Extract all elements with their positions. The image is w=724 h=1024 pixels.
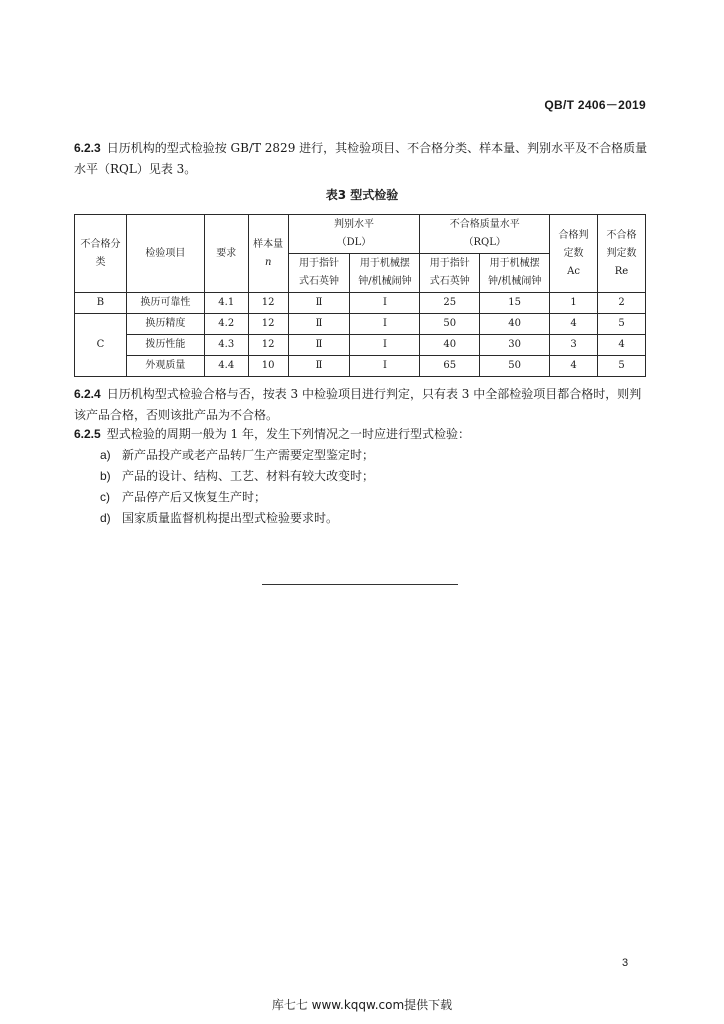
table-row	[75, 293, 646, 314]
cell-dl-quartz: Ⅱ	[288, 293, 350, 314]
cell-requirement: 4.3	[204, 335, 248, 356]
section-text: 型式检验的周期一般为 1 年，发生下列情况之一时应进行型式检验：	[106, 427, 470, 441]
cell-dl-quartz: Ⅱ	[288, 314, 350, 335]
header-sample-size: 样本量 n	[248, 215, 288, 293]
end-rule	[262, 584, 458, 585]
header-requirement: 要求	[204, 215, 248, 293]
cell-rql-quartz: 40	[420, 335, 480, 356]
cell-item: 换历精度	[126, 314, 204, 335]
header-item: 检验项目	[126, 215, 204, 293]
table-row	[75, 356, 646, 377]
section-6-2-3	[74, 138, 648, 180]
inspection-table	[74, 214, 646, 377]
subheader-rql-quartz: 用于指针 式石英钟	[420, 254, 480, 293]
header-dl: 判别水平 （DL）	[288, 215, 420, 254]
cell-dl-mechanical: Ⅰ	[350, 314, 420, 335]
cell-item: 拨历性能	[126, 335, 204, 356]
list-text: 新产品投产或老产品转厂生产需要定型鉴定时；	[122, 448, 375, 462]
cell-dl-mechanical: Ⅰ	[350, 335, 420, 356]
cell-requirement: 4.2	[204, 314, 248, 335]
cell-sample-size: 12	[248, 293, 288, 314]
cell-re: 2	[598, 293, 646, 314]
page-number: 3	[622, 957, 629, 969]
cell-rql-mechanical: 50	[480, 356, 550, 377]
cell-sample-size: 12	[248, 314, 288, 335]
header-rql: 不合格质量水平 （RQL）	[420, 215, 550, 254]
cell-ac: 1	[550, 293, 598, 314]
section-number: 6.2.5	[74, 427, 101, 441]
table-row	[75, 335, 646, 356]
cell-item: 外观质量	[126, 356, 204, 377]
list-label: a)	[100, 448, 111, 462]
cell-dl-mechanical: Ⅰ	[350, 293, 420, 314]
cell-category: C	[75, 314, 127, 377]
cell-re: 5	[598, 356, 646, 377]
footer-watermark: 库七七 www.kqqw.com提供下载	[271, 998, 453, 1012]
list-item	[100, 508, 338, 529]
standard-code: QB/T 2406－2019	[544, 98, 646, 112]
subheader-dl-quartz: 用于指针 式石英钟	[288, 254, 350, 293]
section-6-2-5	[74, 424, 648, 445]
cell-rql-mechanical: 15	[480, 293, 550, 314]
cell-item: 换历可靠性	[126, 293, 204, 314]
section-text: 日历机构的型式检验按 GB/T 2829 进行，其检验项目、不合格分类、样本量、判别水平及不合格质量水平（RQL）见表 3。	[74, 141, 648, 176]
cell-sample-size: 10	[248, 356, 288, 377]
list-item	[100, 466, 374, 487]
table-header-row	[75, 215, 646, 254]
section-number: 6.2.4	[74, 387, 101, 401]
table-row	[75, 314, 646, 335]
table-caption: 表3 型式检验	[325, 188, 399, 202]
list-text: 产品的设计、结构、工艺、材料有较大改变时；	[122, 469, 375, 483]
cell-dl-quartz: Ⅱ	[288, 356, 350, 377]
section-number: 6.2.3	[74, 141, 101, 155]
cell-sample-size: 12	[248, 335, 288, 356]
section-6-2-4	[74, 384, 648, 426]
cell-dl-quartz: Ⅱ	[288, 335, 350, 356]
subheader-rql-mechanical: 用于机械摆 钟/机械闹钟	[480, 254, 550, 293]
list-item	[100, 445, 374, 466]
cell-rql-quartz: 25	[420, 293, 480, 314]
cell-rql-mechanical: 30	[480, 335, 550, 356]
cell-ac: 4	[550, 314, 598, 335]
cell-dl-mechanical: Ⅰ	[350, 356, 420, 377]
cell-ac: 4	[550, 356, 598, 377]
section-text: 日历机构型式检验合格与否，按表 3 中检验项目进行判定，只有表 3 中全部检验项目都合格时，则判该产品合格，否则该批产品为不合格。	[74, 387, 642, 422]
cell-ac: 3	[550, 335, 598, 356]
list-text: 产品停产后又恢复生产时；	[122, 490, 267, 504]
header-re: 不合格 判定数 Re	[598, 215, 646, 293]
cell-re: 5	[598, 314, 646, 335]
list-text: 国家质量监督机构提出型式检验要求时。	[122, 511, 339, 525]
cell-rql-quartz: 65	[420, 356, 480, 377]
cell-re: 4	[598, 335, 646, 356]
list-label: c)	[100, 490, 110, 504]
header-ac: 合格判 定数 Ac	[550, 215, 598, 293]
list-label: d)	[100, 511, 111, 525]
list-item	[100, 487, 266, 508]
cell-rql-mechanical: 40	[480, 314, 550, 335]
list-label: b)	[100, 469, 111, 483]
subheader-dl-mechanical: 用于机械摆 钟/机械闹钟	[350, 254, 420, 293]
cell-category: B	[75, 293, 127, 314]
header-category: 不合格分类	[75, 215, 127, 293]
cell-rql-quartz: 50	[420, 314, 480, 335]
cell-requirement: 4.1	[204, 293, 248, 314]
cell-requirement: 4.4	[204, 356, 248, 377]
